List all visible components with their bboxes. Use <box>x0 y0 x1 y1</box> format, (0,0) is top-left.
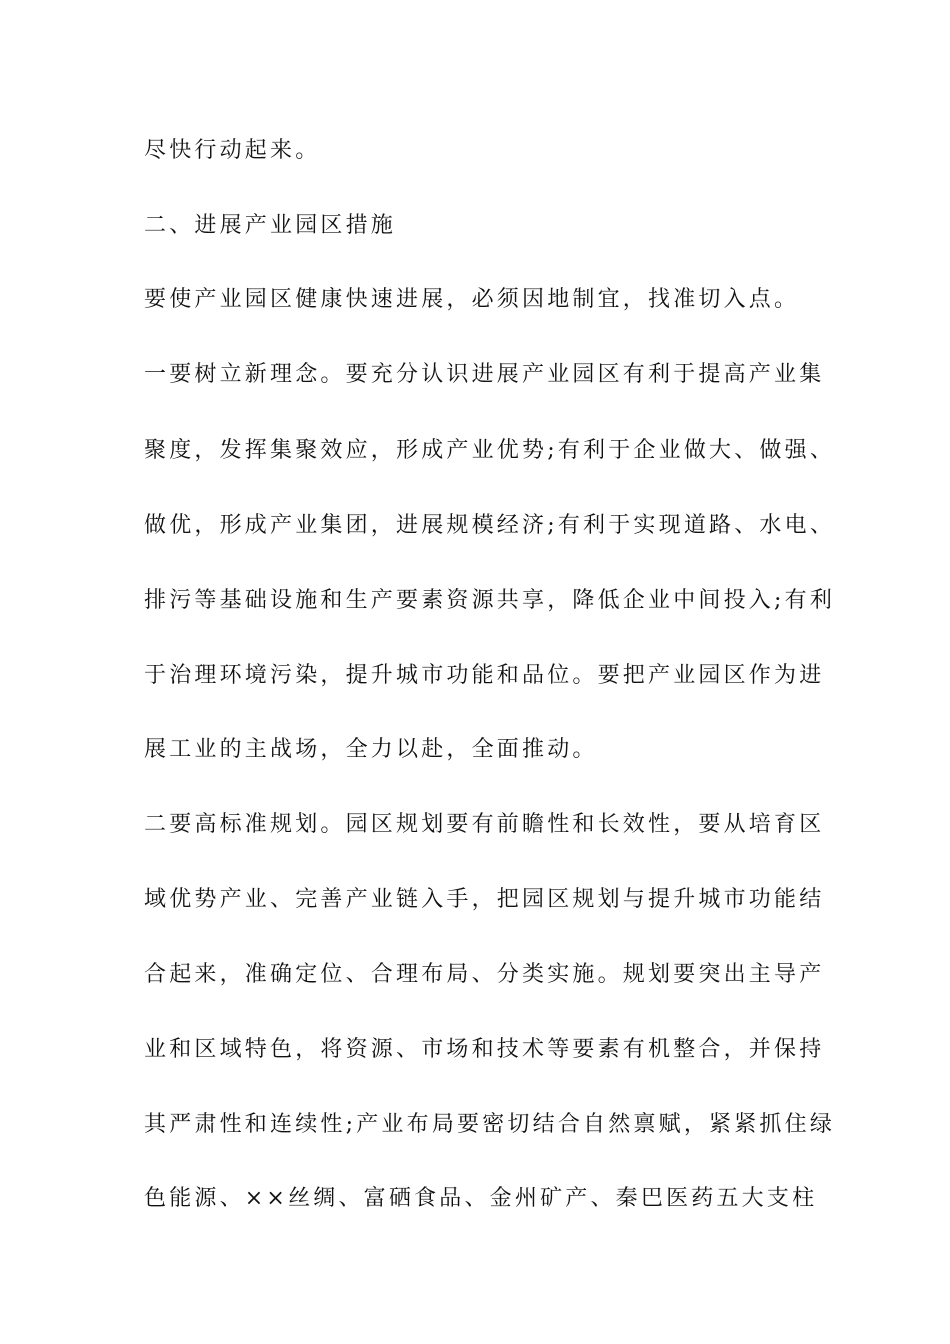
section-heading: 二、进展产业园区措施 <box>144 213 397 238</box>
text-line: 业和区域特色，将资源、市场和技术等要素有机整合，并保持 <box>144 1037 825 1062</box>
text-line: 要使产业园区健康快速进展，必须因地制宜，找准切入点。 <box>144 287 800 312</box>
text-line: 一要树立新理念。要充分认识进展产业园区有利于提高产业集 <box>144 362 825 387</box>
text-line: 做优，形成产业集团，进展规模经济;有利于实现道路、水电、 <box>144 513 836 538</box>
text-line: 色能源、××丝绸、富硒食品、金州矿产、秦巴医药五大支柱 <box>144 1186 818 1211</box>
text-line: 展工业的主战场，全力以赴，全面推动。 <box>144 737 598 762</box>
text-line: 于治理环境污染，提升城市功能和品位。要把产业园区作为进 <box>144 663 825 688</box>
text-line: 合起来，准确定位、合理布局、分类实施。规划要突出主导产 <box>144 962 825 987</box>
text-line: 尽快行动起来。 <box>144 138 321 163</box>
text-line: 排污等基础设施和生产要素资源共享，降低企业中间投入;有利 <box>144 588 836 613</box>
text-line: 聚度，发挥集聚效应，形成产业优势;有利于企业做大、做强、 <box>144 438 836 463</box>
text-line: 其严肃性和连续性;产业布局要密切结合自然禀赋，紧紧抓住绿 <box>144 1112 836 1137</box>
text-line: 二要高标准规划。园区规划要有前瞻性和长效性，要从培育区 <box>144 812 825 837</box>
text-line: 域优势产业、完善产业链入手，把园区规划与提升城市功能结 <box>144 887 825 912</box>
